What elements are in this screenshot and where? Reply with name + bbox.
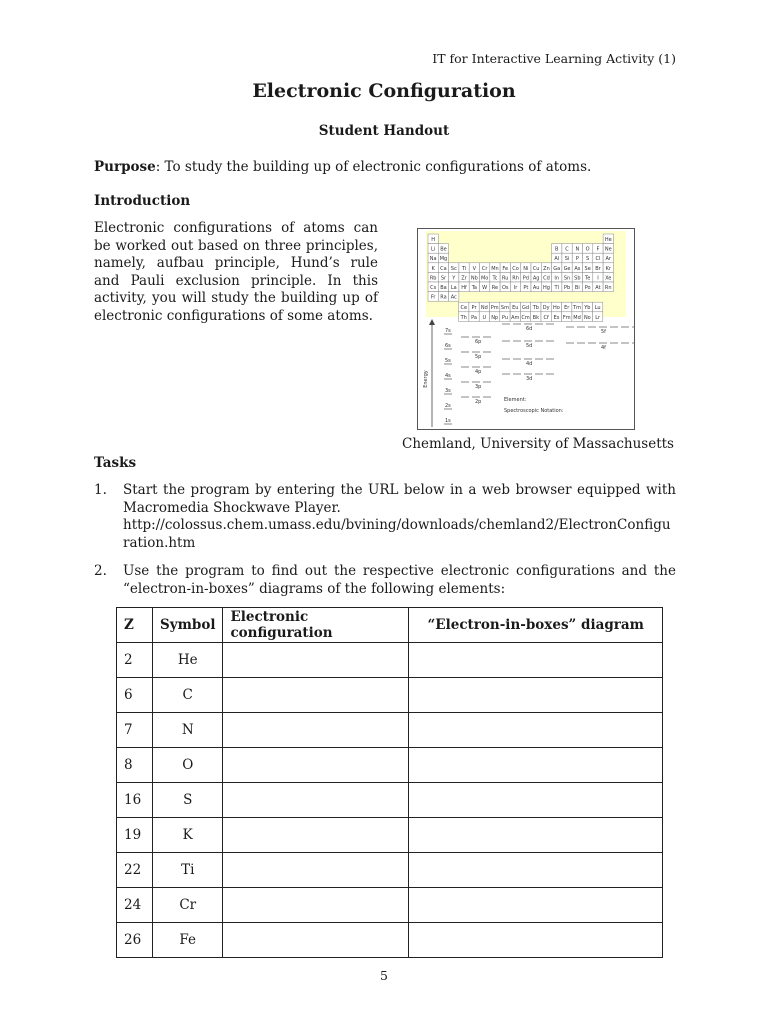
element-symbol: Tm [573, 305, 582, 312]
d-level-label: 6d [526, 326, 533, 332]
element-symbol: Sc [450, 265, 457, 272]
tasks-heading: Tasks [94, 455, 137, 471]
cell-symbol: C [153, 678, 223, 713]
cell-symbol: K [153, 818, 223, 853]
element-symbol: Pb [563, 285, 571, 291]
element-symbol: I [597, 275, 599, 282]
element-symbol: Th [460, 314, 467, 321]
header-z: Z [117, 608, 153, 643]
table-row [117, 818, 663, 853]
cell-symbol: O [153, 748, 223, 783]
table-row [117, 923, 663, 958]
element-symbol: Gd [522, 305, 530, 312]
element-symbol: Sn [563, 275, 571, 282]
cell-electron-in-boxes[interactable] [409, 678, 663, 713]
element-symbol: Ir [513, 285, 518, 291]
element-symbol: At [595, 285, 601, 291]
notation-readout-label: Spectroscopic Notation: [504, 408, 564, 414]
element-symbol: Fe [502, 265, 509, 272]
p-level-label: 2p [475, 399, 482, 405]
element-symbol: Pt [523, 285, 529, 291]
element-symbol: Nb [470, 275, 478, 282]
cell-z: 22 [117, 853, 153, 888]
element-symbol: Pu [501, 314, 509, 321]
table-header-row [117, 608, 663, 643]
cell-electron-in-boxes[interactable] [409, 853, 663, 888]
p-level-label: 5p [475, 354, 482, 360]
element-symbol: Zr [461, 275, 467, 282]
element-symbol: Se [584, 265, 591, 272]
element-symbol: Bi [574, 285, 580, 291]
cell-z: 26 [117, 923, 153, 958]
element-symbol: Ra [440, 294, 447, 301]
chemland-screenshot [417, 228, 635, 430]
cell-symbol: He [153, 643, 223, 678]
page-subtitle: Student Handout [318, 123, 450, 139]
element-symbol: Ti [461, 265, 467, 272]
d-level-label: 3d [526, 376, 533, 382]
cell-symbol: Ti [153, 853, 223, 888]
element-symbol: Li [431, 246, 436, 253]
element-symbol: Ca [440, 265, 447, 272]
element-symbol: U [482, 314, 487, 321]
s-level-label: 2s [445, 403, 451, 409]
element-symbol: He [604, 237, 612, 243]
element-symbol: Rn [604, 285, 612, 291]
element-symbol: Kr [605, 265, 611, 272]
element-symbol: Sr [440, 275, 447, 282]
cell-electron-in-boxes[interactable] [409, 923, 663, 958]
cell-electronic-configuration[interactable] [223, 678, 409, 713]
element-symbol: Pd [522, 275, 529, 282]
element-symbol: Ru [502, 275, 509, 282]
introduction-paragraph: Electronic configurations of atoms can be worked out based on three principles, namely, aufbau principle, Hund’s rule and Pauli exclusion principle. In this activity, you will study the building up of electronic configurations of some atoms. [94, 220, 378, 324]
page-title: Electronic Configuration [252, 80, 516, 102]
f-level-label: 4f [601, 345, 606, 351]
element-symbol: V [472, 265, 477, 272]
cell-electron-in-boxes[interactable] [409, 888, 663, 923]
element-symbol: Hf [461, 285, 467, 291]
table-row [117, 853, 663, 888]
figure-caption: Chemland, University of Massachusetts [402, 436, 674, 452]
p-level-label: 4p [475, 369, 482, 375]
s-level-label: 3s [445, 388, 451, 394]
element-symbol: Os [501, 285, 509, 291]
element-symbol: Nd [480, 305, 488, 312]
cell-z: 16 [117, 783, 153, 818]
table-row [117, 713, 663, 748]
element-symbol: Hg [542, 285, 550, 291]
element-symbol: Ag [532, 275, 540, 282]
element-symbol: Ta [471, 285, 477, 291]
task-text: Use the program to find out the respective electronic configurations and the “electron-in-boxes” diagrams of the following elements: [123, 563, 676, 597]
element-symbol: Es [553, 314, 560, 321]
element-symbol: Cu [532, 265, 540, 272]
cell-symbol: Cr [153, 888, 223, 923]
element-symbol: Be [440, 246, 447, 253]
s-level-label: 4s [445, 373, 451, 379]
element-symbol: Si [564, 256, 570, 263]
purpose-text: : To study the building up of electronic configurations of atoms. [155, 159, 592, 175]
element-symbol: Rh [512, 275, 519, 282]
cell-electron-in-boxes[interactable] [409, 643, 663, 678]
introduction-heading: Introduction [94, 193, 191, 209]
element-symbol: Co [512, 265, 519, 272]
cell-electronic-configuration[interactable] [223, 853, 409, 888]
cell-z: 19 [117, 818, 153, 853]
cell-symbol: S [153, 783, 223, 818]
element-symbol: Ac [450, 294, 457, 301]
element-symbol: W [482, 285, 488, 291]
element-symbol: Fm [562, 314, 571, 321]
cell-electron-in-boxes[interactable] [409, 713, 663, 748]
element-symbol: Mg [439, 256, 448, 263]
element-symbol: B [555, 246, 559, 253]
element-symbol: H [431, 237, 436, 243]
element-symbol: Sb [574, 275, 581, 282]
table-row [117, 783, 663, 818]
element-symbol: Rb [429, 275, 437, 282]
cell-z: 2 [117, 643, 153, 678]
cell-z: 6 [117, 678, 153, 713]
element-symbol: Cf [543, 314, 549, 321]
table-row [117, 888, 663, 923]
elements-table [116, 607, 663, 958]
element-readout-label: Element: [504, 397, 527, 403]
purpose-line [94, 159, 591, 175]
element-symbol: Ar [605, 256, 611, 263]
element-symbol: K [431, 265, 435, 272]
cell-electronic-configuration[interactable] [223, 818, 409, 853]
element-symbol: P [575, 256, 579, 263]
element-symbol: Sm [500, 305, 509, 312]
cell-symbol: Fe [153, 923, 223, 958]
chemland-figure-graphic [418, 229, 634, 429]
element-symbol: Pa [471, 314, 477, 321]
element-symbol: Md [573, 314, 581, 321]
element-symbol: Mn [491, 265, 499, 272]
element-symbol: Tc [492, 275, 498, 282]
cell-electronic-configuration[interactable] [223, 713, 409, 748]
element-symbol: Ho [553, 305, 560, 312]
s-level-label: 6s [445, 343, 451, 349]
energy-axis-arrow [429, 319, 435, 325]
element-symbol: As [574, 265, 581, 272]
cell-electron-in-boxes[interactable] [409, 748, 663, 783]
element-symbol: Np [491, 314, 499, 321]
element-symbol: Ni [523, 265, 529, 272]
element-symbol: Cl [595, 256, 601, 263]
task-item-1 [94, 482, 676, 552]
element-symbol: O [585, 246, 590, 253]
element-symbol: Dy [542, 305, 550, 312]
element-symbol: Fr [430, 294, 436, 301]
element-symbol: Xe [605, 275, 612, 282]
element-symbol: Zn [543, 265, 550, 272]
element-symbol: Er [564, 305, 570, 312]
s-level-label: 7s [445, 328, 451, 334]
element-symbol: Te [585, 275, 591, 282]
page-number: 5 [380, 968, 388, 983]
header-symbol: Symbol [153, 608, 223, 643]
table-row [117, 643, 663, 678]
element-symbol: Tb [532, 305, 539, 312]
program-url[interactable]: http://colossus.chem.umass.edu/bvining/downloads/chemland2/ElectronConfiguration.htm [123, 517, 671, 551]
element-symbol: Ga [553, 265, 561, 272]
element-symbol: Tl [554, 285, 559, 291]
element-symbol: Am [511, 314, 520, 321]
cell-electron-in-boxes[interactable] [409, 783, 663, 818]
cell-electronic-configuration[interactable] [223, 888, 409, 923]
element-symbol: Na [429, 256, 437, 263]
task-text: Start the program by entering the URL below in a web browser equipped with Macromedia Shockwave Player. [123, 482, 676, 516]
task-item-2 [94, 563, 676, 598]
element-symbol: S [586, 256, 590, 263]
element-symbol: Po [584, 285, 591, 291]
purpose-label: Purpose [94, 159, 156, 175]
p-level-label: 6p [475, 339, 482, 345]
element-symbol: Cr [481, 265, 488, 272]
element-symbol: Bk [532, 314, 540, 321]
element-symbol: Eu [512, 305, 519, 312]
d-level-label: 4d [526, 361, 533, 367]
cell-electronic-configuration[interactable] [223, 923, 409, 958]
cell-electronic-configuration[interactable] [223, 748, 409, 783]
energy-axis-label: Energy [423, 370, 429, 388]
cell-electronic-configuration[interactable] [223, 783, 409, 818]
element-symbol: Cs [430, 285, 437, 291]
f-level-label: 5f [601, 329, 606, 335]
element-symbol: Cm [521, 314, 530, 321]
element-symbol: No [583, 314, 591, 321]
element-symbol: Ge [563, 265, 571, 272]
element-symbol: Lu [594, 305, 601, 312]
element-symbol: Yb [584, 305, 591, 312]
element-symbol: Pm [490, 305, 499, 312]
element-symbol: Re [491, 285, 499, 291]
element-symbol: Mo [480, 275, 489, 282]
element-symbol: La [450, 285, 457, 291]
running-header: IT for Interactive Learning Activity (1) [432, 51, 676, 66]
s-level-label: 5s [445, 358, 451, 364]
table-row [117, 748, 663, 783]
table-row [117, 678, 663, 713]
header-electron-in-boxes: “Electron-in-boxes” diagram [409, 608, 663, 643]
element-symbol: Lr [595, 314, 601, 321]
cell-z: 24 [117, 888, 153, 923]
cell-symbol: N [153, 713, 223, 748]
element-symbol: In [554, 275, 560, 282]
header-electronic-configuration: Electronic configuration [223, 608, 409, 643]
element-symbol: Br [595, 265, 601, 272]
element-symbol: Ce [460, 305, 468, 312]
cell-z: 7 [117, 713, 153, 748]
element-symbol: F [596, 246, 600, 253]
element-symbol: N [575, 246, 580, 253]
element-symbol: C [565, 246, 569, 253]
element-symbol: Y [452, 275, 456, 282]
element-symbol: Ne [604, 246, 612, 253]
cell-electron-in-boxes[interactable] [409, 818, 663, 853]
cell-z: 8 [117, 748, 153, 783]
element-symbol: Pr [471, 305, 477, 312]
element-symbol: Al [554, 256, 560, 263]
p-level-label: 3p [475, 384, 482, 390]
d-level-label: 5d [526, 343, 533, 349]
task-number: 1. [94, 482, 107, 498]
task-number: 2. [94, 563, 107, 579]
cell-electronic-configuration[interactable] [223, 643, 409, 678]
element-symbol: Ba [440, 285, 447, 291]
s-level-label: 1s [445, 418, 451, 424]
element-symbol: Cd [543, 275, 550, 282]
element-symbol: Au [532, 285, 540, 291]
